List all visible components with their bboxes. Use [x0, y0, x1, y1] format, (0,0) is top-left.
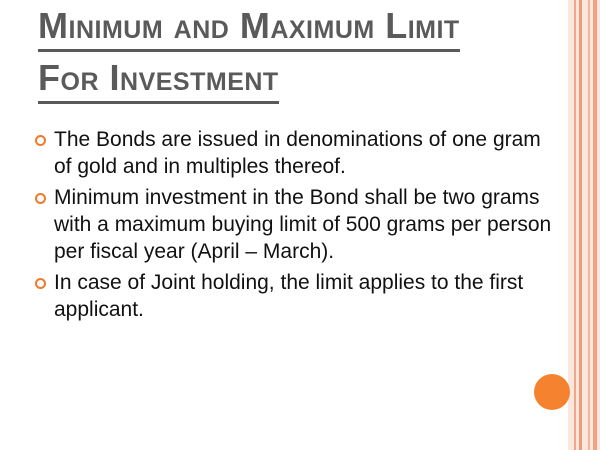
title-word: inimum and [68, 5, 240, 46]
circle-outline-icon [35, 193, 46, 204]
bullet-item [30, 269, 560, 323]
bullet-item [30, 126, 560, 180]
title-initial: M [239, 5, 271, 46]
title-initial: M [38, 5, 69, 46]
bullet-text: The Bonds are issued in denominations of one gram of gold and in multiples thereof. [54, 128, 541, 178]
circle-outline-icon [35, 135, 46, 146]
title-line-1 [38, 6, 460, 52]
title-initial: L [385, 5, 408, 46]
bullet-text: Minimum investment in the Bond shall be two grams with a maximum buying limit of 500 grams per person per fiscal year (April – March). [54, 186, 552, 263]
bullet-text: In case of Joint holding, the limit applies to the first applicant. [54, 271, 524, 321]
title-line-2 [38, 58, 279, 104]
title-initial: I [109, 57, 121, 98]
bullet-list [30, 126, 560, 327]
decorative-stripe [579, 0, 582, 450]
decorative-stripe [588, 0, 590, 450]
circle-outline-icon [35, 278, 46, 289]
title-initial: F [38, 57, 61, 98]
decorative-stripe [574, 0, 576, 450]
decorative-stripe [593, 0, 597, 450]
title-word: or [60, 57, 110, 98]
bullet-item [30, 184, 560, 265]
orange-circle-icon [534, 374, 570, 410]
slide-title [38, 6, 558, 110]
title-word: aximum [270, 5, 386, 46]
title-word: imit [407, 5, 460, 46]
title-word: nvestment [120, 57, 279, 98]
